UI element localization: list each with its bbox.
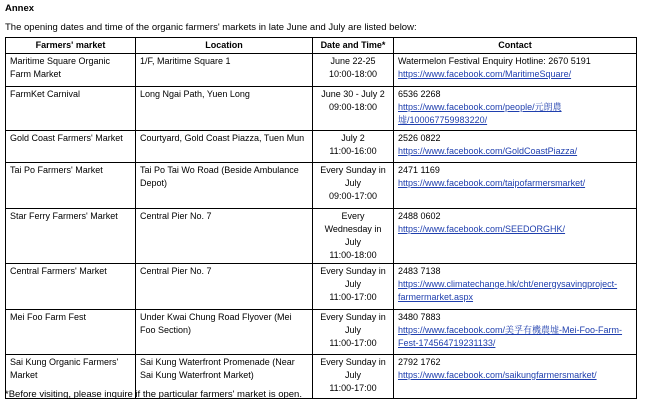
market-date-time (313, 54, 394, 87)
contact-phone: 6536 2268 (398, 89, 441, 99)
market-date-time (313, 163, 394, 209)
market-contact (394, 355, 637, 399)
contact-link[interactable]: https://www.facebook.com/MaritimeSquare/ (398, 69, 572, 79)
market-name: Mei Foo Farm Fest (6, 310, 136, 355)
market-name: Central Farmers' Market (6, 264, 136, 310)
contact-link[interactable]: https://www.facebook.com/people/元朗農墟/100067759983220/ (398, 102, 562, 125)
header-farmers-market: Farmers' market (6, 38, 136, 54)
market-date-time (313, 131, 394, 163)
header-location: Location (136, 38, 313, 54)
market-date: June 30 - July 2 (321, 89, 385, 99)
market-name: Tai Po Farmers' Market (6, 163, 136, 209)
contact-link[interactable]: https://www.facebook.com/SEEDORGHK/ (398, 224, 566, 234)
annex-heading: Annex (5, 3, 35, 14)
market-time: 11:00-18:00 (329, 250, 377, 260)
market-date: Every Sunday in July (320, 165, 386, 188)
table-row (6, 131, 637, 163)
market-name: Sai Kung Organic Farmers' Market (6, 355, 136, 399)
contact-phone: 2792 1762 (398, 357, 441, 367)
contact-phone: 2526 0822 (398, 133, 441, 143)
table-row (6, 209, 637, 264)
contact-link[interactable]: https://www.climatechange.hk/cht/energysavingproject-farmermarket.aspx (398, 279, 618, 302)
market-date: June 22-25 (330, 56, 376, 66)
market-location: Under Kwai Chung Road Flyover (Mei Foo Section) (136, 310, 313, 355)
market-name: Maritime Square Organic Farm Market (6, 54, 136, 87)
table-row (6, 54, 637, 87)
farmers-market-table (5, 37, 637, 399)
market-date-time (313, 209, 394, 264)
market-location: Courtyard, Gold Coast Piazza, Tuen Mun (136, 131, 313, 163)
contact-link[interactable]: https://www.facebook.com/taipofarmersmarket/ (398, 178, 586, 188)
contact-phone: 3480 7883 (398, 312, 441, 322)
market-name: FarmKet Carnival (6, 87, 136, 131)
contact-phone: 2483 7138 (398, 266, 441, 276)
market-contact (394, 163, 637, 209)
market-date: Every Sunday in July (320, 312, 386, 335)
market-location: Sai Kung Waterfront Promenade (Near Sai Kung Waterfront Market) (136, 355, 313, 399)
market-date-time (313, 310, 394, 355)
market-contact (394, 131, 637, 163)
market-contact (394, 209, 637, 264)
market-contact (394, 264, 637, 310)
contact-phone: Watermelon Festival Enquiry Hotline: 2670 5191 (398, 56, 591, 66)
market-time: 11:00-17:00 (329, 292, 377, 302)
table-row (6, 163, 637, 209)
market-date: July 2 (341, 133, 365, 143)
market-time: 09:00-17:00 (328, 191, 378, 201)
market-date: Every Sunday in July (320, 266, 386, 289)
market-location: Long Ngai Path, Yuen Long (136, 87, 313, 131)
market-name: Star Ferry Farmers' Market (6, 209, 136, 264)
header-contact: Contact (394, 38, 637, 54)
market-location: Central Pier No. 7 (136, 264, 313, 310)
market-contact (394, 310, 637, 355)
market-contact (394, 54, 637, 87)
market-location: 1/F, Maritime Square 1 (136, 54, 313, 87)
market-time: 10:00-18:00 (328, 69, 378, 79)
contact-link[interactable]: https://www.facebook.com/美孚有機農墟-Mei-Foo-Farm-Fest-174564719231133/ (398, 325, 623, 348)
market-date: Every Wednesday in July (324, 211, 382, 247)
contact-link[interactable]: https://www.facebook.com/saikungfarmersmarket/ (398, 370, 597, 380)
market-date-time (313, 264, 394, 310)
table-row (6, 87, 637, 131)
market-time: 11:00-17:00 (329, 383, 377, 393)
market-location: Tai Po Tai Wo Road (Beside Ambulance Depot) (136, 163, 313, 209)
table-row (6, 310, 637, 355)
header-date-time: Date and Time* (313, 38, 394, 54)
market-date-time (313, 87, 394, 131)
market-time: 09:00-18:00 (328, 102, 378, 112)
table-row (6, 264, 637, 310)
market-contact (394, 87, 637, 131)
market-time: 11:00-16:00 (329, 146, 377, 156)
market-location: Central Pier No. 7 (136, 209, 313, 264)
contact-phone: 2471 1169 (398, 165, 440, 175)
market-name: Gold Coast Farmers' Market (6, 131, 136, 163)
market-date-time (313, 355, 394, 399)
market-time: 11:00-17:00 (329, 338, 377, 348)
market-date: Every Sunday in July (320, 357, 386, 380)
contact-phone: 2488 0602 (398, 211, 441, 221)
contact-link[interactable]: https://www.facebook.com/GoldCoastPiazza/ (398, 146, 578, 156)
table-header-row (6, 38, 637, 54)
intro-text: The opening dates and time of the organic farmers' markets in late June and July are listed below: (5, 22, 417, 33)
footnote: *Before visiting, please inquire if the particular farmers' market is open. (5, 389, 302, 400)
